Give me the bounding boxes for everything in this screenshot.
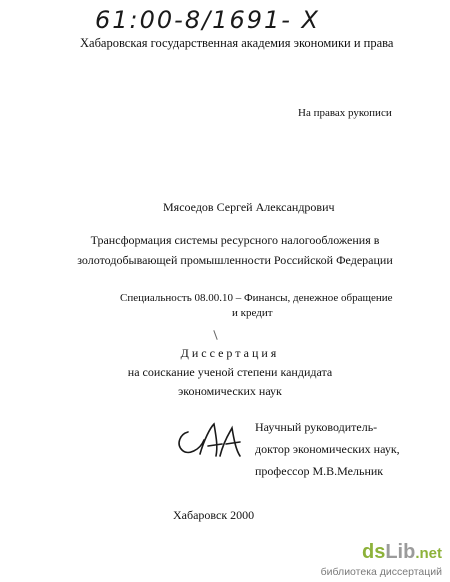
- degree-line-1: на соискание ученой степени кандидата: [127, 365, 333, 379]
- archive-code: 61:00-8/1691- X: [95, 6, 320, 34]
- specialty-line-1: Специальность 08.00.10 – Финансы, денежное обращение: [120, 292, 393, 304]
- dissertation-block: [100, 346, 360, 399]
- logo-lib: Lib: [385, 541, 416, 563]
- author-name: Мясоедов Сергей Александрович: [163, 200, 335, 214]
- specialty: [120, 292, 392, 319]
- dslib-logo: [321, 542, 442, 564]
- place-and-year: Хабаровск 2000: [173, 508, 255, 522]
- supervisor-line-3: профессор М.В.Мельник: [255, 464, 384, 478]
- dslib-watermark: [321, 542, 442, 578]
- supervisor-line-2: доктор экономических наук,: [255, 442, 400, 456]
- title-line-2: золотодобывающей промышленности Российской Федерации: [77, 253, 393, 267]
- signature: [170, 410, 252, 470]
- logo-ds: ds: [361, 541, 386, 563]
- specialty-line-2: и кредит: [232, 307, 273, 319]
- title-line-1: Трансформация системы ресурсного налогообложения в: [90, 233, 380, 247]
- watermark-tagline: библиотека диссертаций: [320, 566, 442, 578]
- logo-net: .net: [415, 545, 442, 562]
- dissertation-heading: Диссертация: [180, 346, 280, 360]
- manuscript-rights-note: На правах рукописи: [298, 107, 392, 119]
- pen-mark: [213, 330, 217, 340]
- supervisor-block: [255, 416, 400, 482]
- degree-line-2: экономических наук: [178, 384, 282, 398]
- supervisor-line-1: Научный руководитель-: [255, 420, 378, 434]
- dissertation-title: [35, 233, 435, 268]
- institution-name: Хабаровская государственная академия экономики и права: [80, 36, 394, 50]
